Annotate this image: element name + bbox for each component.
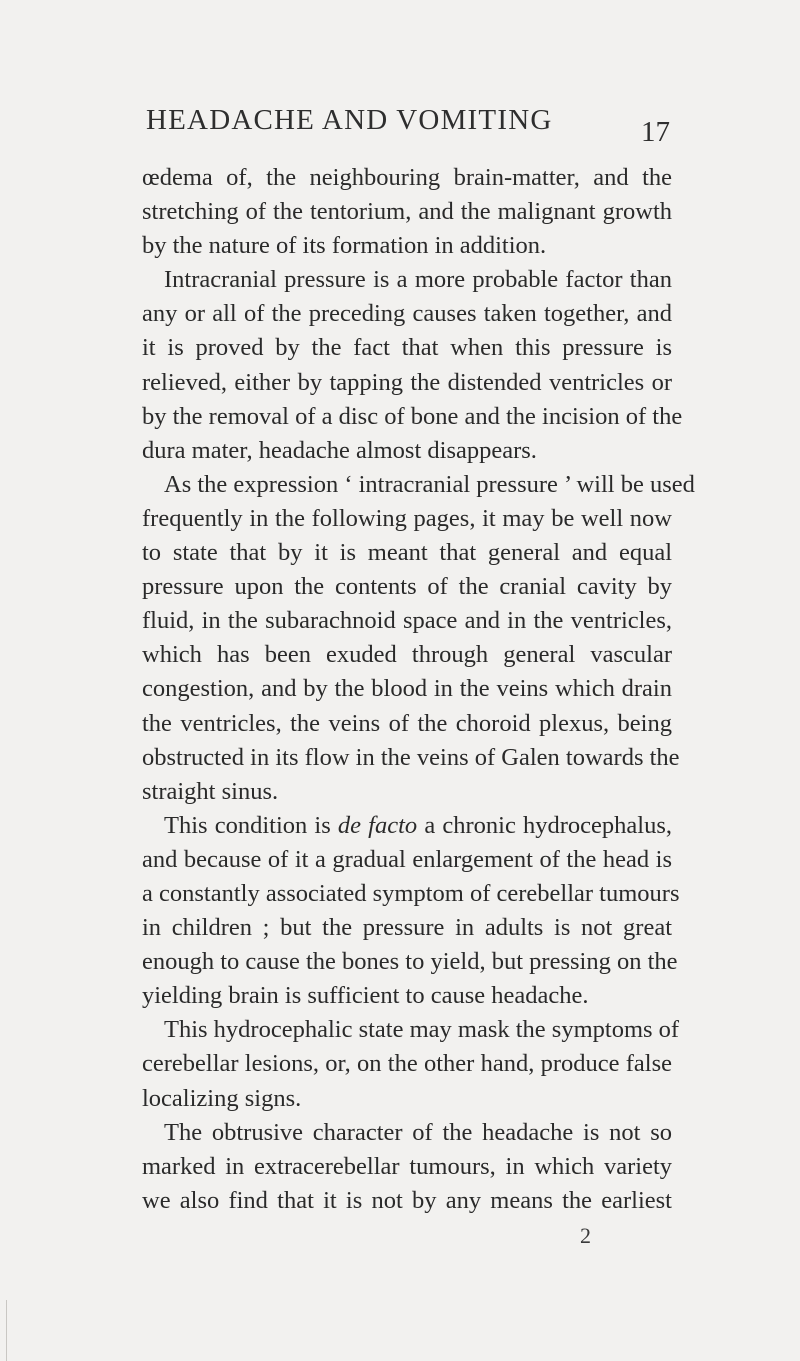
text-line: it is proved by the fact that when this pressure is [142, 334, 672, 362]
signature-mark: 2 [580, 1223, 591, 1248]
text-line: stretching of the tentorium, and the malignant growth [142, 198, 672, 226]
text-line-mixed [142, 809, 672, 843]
text-line: we also find that it is not by any means the earliest [142, 1186, 672, 1214]
text-line: dura mater, headache almost disappears. [142, 436, 537, 464]
italic-term: de facto [337, 811, 418, 839]
text-line: a constantly associated symptom of cerebellar tumours [142, 879, 680, 907]
text-run: This condition is [164, 811, 338, 839]
text-line: by the removal of a disc of bone and the incision of the [142, 402, 683, 430]
text-line: enough to cause the bones to yield, but pressing on the [142, 948, 678, 976]
page-number: 17 [641, 116, 670, 148]
text-line: pressure upon the contents of the cranial cavity by [142, 573, 672, 601]
text-line: frequently in the following pages, it may be well now [142, 504, 672, 532]
text-line: which has been exuded through general vascular [142, 641, 672, 669]
running-title: HEADACHE AND VOMITING [146, 104, 553, 136]
text-line: any or all of the preceding causes taken together, and [142, 300, 672, 328]
text-line: obstructed in its flow in the veins of Galen towards the [142, 743, 680, 771]
text-line: the ventricles, the veins of the choroid plexus, being [142, 709, 672, 737]
text-line: This hydrocephalic state may mask the symptoms of [164, 1016, 680, 1044]
text-line: to state that by it is meant that general and equal [142, 539, 672, 567]
text-line: straight sinus. [142, 777, 279, 805]
text-line: œdema of, the neighbouring brain-matter, and the [142, 164, 672, 191]
text-line: fluid, in the subarachnoid space and in the ventricles, [142, 607, 672, 635]
text-line: congestion, and by the blood in the veins which drain [142, 675, 672, 703]
page-edge-shadow [6, 1300, 7, 1361]
text-line: by the nature of its formation in addition. [142, 232, 547, 260]
body-text [142, 161, 695, 1218]
text-line: The obtrusive character of the headache is not so [164, 1118, 672, 1146]
text-line: cerebellar lesions, or, on the other hand, produce false [142, 1050, 672, 1078]
text-line: Intracranial pressure is a more probable factor than [164, 266, 672, 294]
text-line: marked in extracerebellar tumours, in which variety [142, 1152, 672, 1180]
text-line: relieved, either by tapping the distended ventricles or [142, 368, 672, 396]
text-line: and because of it a gradual enlargement of the head is [142, 845, 672, 873]
text-run: a chronic hydrocephalus, [417, 811, 672, 839]
text-line: localizing signs. [142, 1084, 302, 1112]
text-line: yielding brain is sufficient to cause headache. [142, 982, 589, 1010]
text-line: As the expression ‘ intracranial pressure ’ will be used [164, 470, 695, 498]
text-line: in children ; but the pressure in adults is not great [142, 914, 672, 942]
